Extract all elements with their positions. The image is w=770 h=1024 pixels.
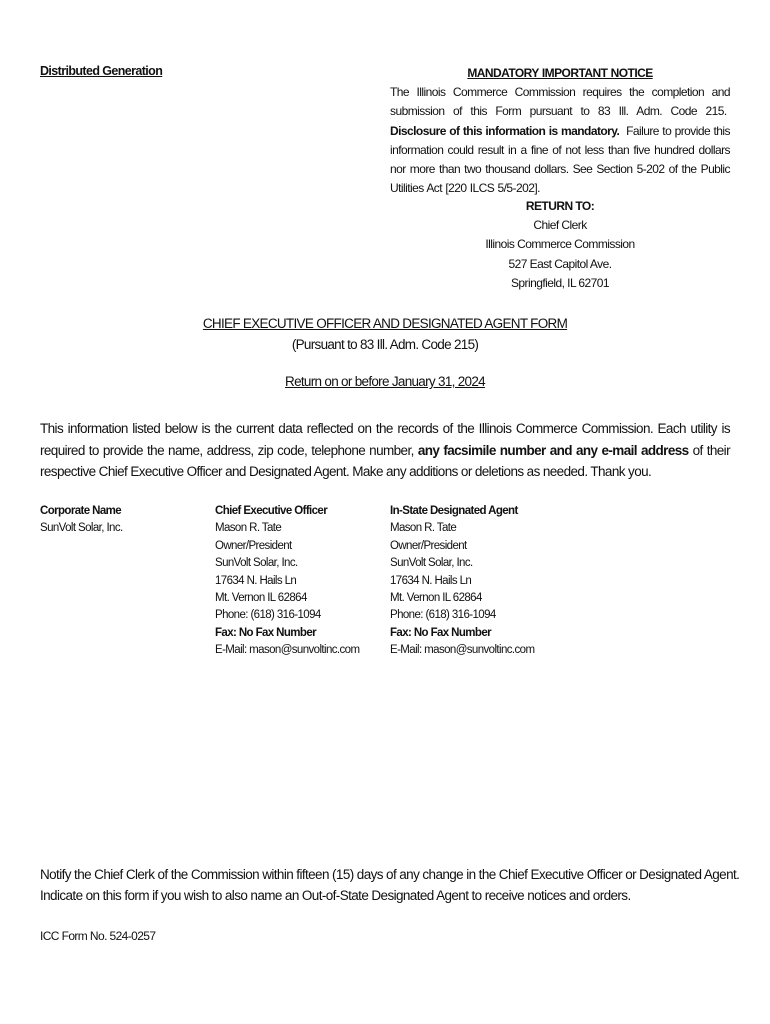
return-to-title: RETURN TO: [525, 199, 595, 213]
agent-title: Owner/President [390, 539, 467, 552]
agent-street: 17634 N. Hails Ln [390, 574, 472, 587]
notice-title: MANDATORY IMPORTANT NOTICE [467, 66, 653, 80]
notice-text-2: Failure to provide this information could result in a fine of not less than five hundred dollars nor more than two thousand dollars. See Section 5-202 of the Public Utilities Act [220 ILCS 5/5-202]. [390, 123, 730, 196]
agent-name: Mason R. Tate [390, 522, 457, 535]
ceo-column [215, 503, 385, 660]
form-subtitle: (Pursuant to 83 Ill. Adm. Code 215) [291, 337, 479, 352]
ceo-city: Mt. Vernon IL 62864 [215, 592, 307, 605]
footer-notes [40, 864, 740, 906]
return-to-line: 527 East Capitol Ave. [508, 256, 612, 271]
footer-indicate-line: Indicate on this form if you wish to also name an Out-of-State Designated Agent to receive notices and orders. [40, 888, 631, 903]
return-to-line: Chief Clerk [533, 218, 587, 233]
notice-body [390, 83, 730, 198]
notice-bold-text: Disclosure of this information is mandatory. [390, 123, 620, 138]
form-heading [0, 313, 770, 392]
notice-text-1: The Illinois Commerce Commission requires the completion and submission of this Form pursuant to 83 Ill. Adm. Code 215. [390, 85, 730, 119]
ceo-company: SunVolt Solar, Inc. [215, 557, 298, 570]
mandatory-notice [390, 64, 730, 198]
ceo-fax: Fax: No Fax Number [215, 626, 317, 639]
return-to-block [390, 197, 730, 293]
ceo-name: Mason R. Tate [215, 522, 282, 535]
agent-column [390, 503, 590, 660]
agent-phone: Phone: (618) 316-1094 [390, 609, 496, 622]
agent-city: Mt. Vernon IL 62864 [390, 592, 482, 605]
intro-text-2: of their respective Chief Executive Officer and Designated Agent. Make any additions or deletions as needed. Thank you. [40, 442, 730, 479]
agent-email: E-Mail: mason@sunvoltinc.com [390, 644, 535, 657]
intro-bold-text: any facsimile number and any e-mail address [417, 442, 689, 458]
corporate-name-header: Corporate Name [40, 505, 122, 517]
return-to-line: Springfield, IL 62701 [510, 275, 610, 290]
corporate-column [40, 503, 210, 538]
form-title: CHIEF EXECUTIVE OFFICER AND DESIGNATED AGENT FORM [202, 316, 568, 331]
agent-header: In-State Designated Agent [390, 505, 518, 517]
form-number: ICC Form No. 524-0257 [40, 929, 156, 943]
form-deadline: Return on or before January 31, 2024 [285, 374, 485, 389]
ceo-title: Owner/President [215, 539, 292, 552]
ceo-email: E-Mail: mason@sunvoltinc.com [215, 644, 360, 657]
return-to-line: Illinois Commerce Commission [485, 237, 635, 252]
footer-notify-line: Notify the Chief Clerk of the Commission within fifteen (15) days of any change in the Chief Executive Officer or Designated Agent. [40, 867, 740, 882]
intro-text-1: This information listed below is the current data reflected on the records of the Illinois Commerce Commission. Each utility is required to provide the name, address, zip code, telephone number, [40, 421, 730, 458]
ceo-street: 17634 N. Hails Ln [215, 574, 297, 587]
agent-company: SunVolt Solar, Inc. [390, 557, 473, 570]
ceo-phone: Phone: (618) 316-1094 [215, 609, 321, 622]
distributed-generation-label: Distributed Generation [40, 64, 163, 78]
corporate-name-value: SunVolt Solar, Inc. [40, 522, 123, 535]
agent-fax: Fax: No Fax Number [390, 626, 492, 639]
ceo-header: Chief Executive Officer [215, 505, 328, 517]
intro-paragraph [40, 418, 730, 483]
